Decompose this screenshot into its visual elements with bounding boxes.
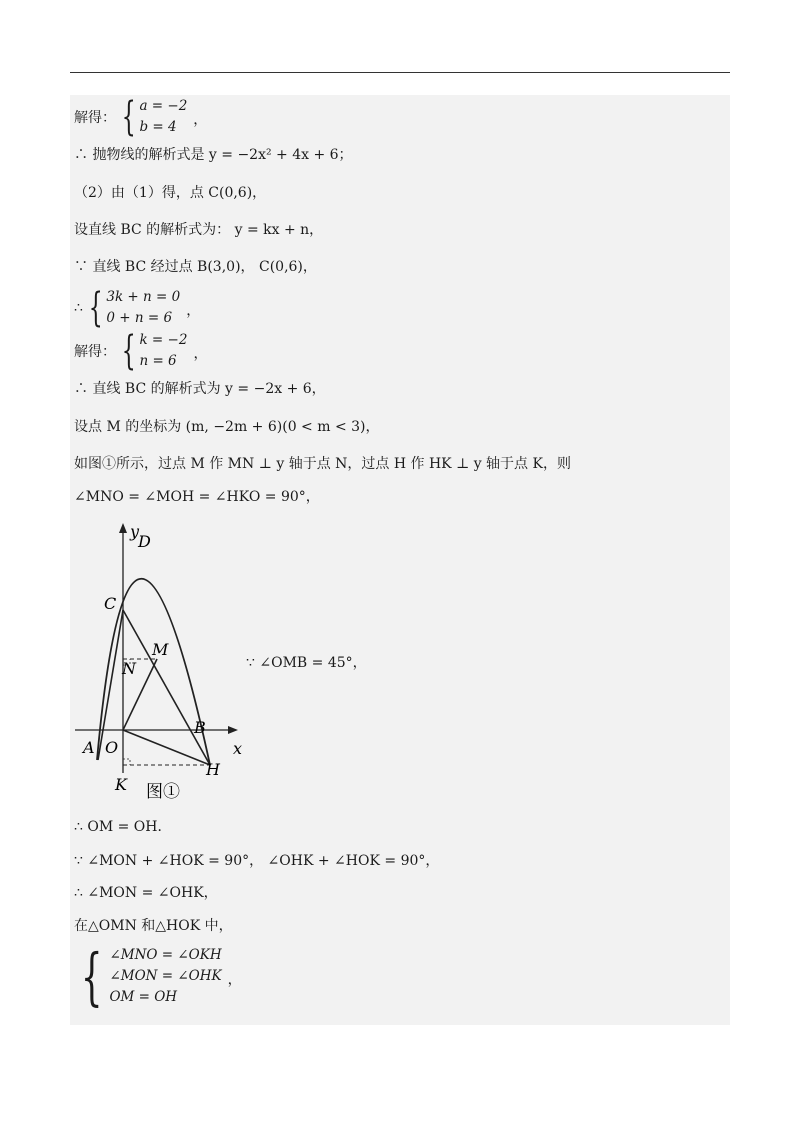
- system-row: a = −2: [139, 98, 188, 114]
- system-tail: ，: [186, 303, 201, 319]
- figure-caption: 图①: [146, 782, 180, 802]
- right-angle-mark-k: [123, 759, 130, 765]
- om-equals-oh-line: ∴ OM = OH．: [74, 819, 172, 835]
- system-row: n = 6: [139, 353, 177, 369]
- system-row: b = 4: [139, 119, 177, 135]
- brace-icon: {: [121, 94, 136, 140]
- label-m: M: [152, 640, 169, 659]
- system-row: k = −2: [139, 332, 188, 348]
- label-k: K: [115, 775, 127, 794]
- y-axis-arrow-icon: [119, 523, 127, 533]
- label-y: y: [130, 522, 140, 541]
- label-x: x: [233, 739, 243, 758]
- header-rule: [70, 72, 730, 73]
- label-o: O: [105, 738, 119, 757]
- label-n: N: [122, 659, 136, 678]
- geometry-figure: [70, 515, 270, 805]
- system-kn: [74, 287, 200, 329]
- line-bc-points: ∵ 直线 BC 经过点 B(3,0)， C(0,6)，: [74, 259, 317, 275]
- angle-omb-line: ∵ ∠OMB = 45°，: [246, 655, 367, 671]
- system-row: 3k + n = 0: [106, 289, 181, 305]
- triangles-line: 在△OMN 和△HOK 中，: [74, 918, 233, 934]
- system-tail: ，: [193, 346, 208, 362]
- system-tail: ，: [193, 112, 208, 128]
- brace-icon: {: [88, 285, 103, 331]
- brace-icon: {: [121, 328, 136, 374]
- solved-label: 解得：: [74, 344, 116, 360]
- solution-system-kn: [74, 330, 207, 372]
- label-b: B: [194, 718, 206, 737]
- system-row: 0 + n = 6: [106, 310, 173, 326]
- angle-sums-line: ∵ ∠MON + ∠HOK = 90°， ∠OHK + ∠HOK = 90°，: [74, 853, 440, 869]
- label-c: C: [104, 594, 117, 613]
- x-axis-arrow-icon: [228, 726, 238, 734]
- point-m-coords: 设点 M 的坐标为 (m, −2m + 6)(0 < m < 3)，: [74, 419, 380, 435]
- therefore-symbol: ∴: [74, 300, 83, 316]
- line-bc-setup: 设直线 BC 的解析式为： y = kx + n，: [74, 222, 324, 238]
- right-angles-line: ∠MNO = ∠MOH = ∠HKO = 90°，: [74, 489, 320, 505]
- point-c-line: （2）由（1）得，点 C(0,6)，: [74, 185, 267, 201]
- brace-icon: {: [80, 939, 103, 1013]
- system-row: OM = OH: [109, 989, 178, 1005]
- parabola-expression: ∴ 抛物线的解析式是 y = −2x² + 4x + 6；: [74, 147, 353, 163]
- line-bc-result: ∴ 直线 BC 的解析式为 y = −2x + 6，: [74, 381, 326, 397]
- angle-equal-line: ∴ ∠MON = ∠OHK，: [74, 885, 218, 901]
- construction-line: 如图①所示，过点 M 作 MN ⊥ y 轴于点 N，过点 H 作 HK ⊥ y 轴于点 K，则: [74, 456, 571, 472]
- system-row: ∠MON = ∠OHK: [109, 968, 222, 984]
- congruence-system: [72, 939, 242, 1013]
- solved-label: 解得：: [74, 110, 116, 126]
- system-row: ∠MNO = ∠OKH: [109, 947, 222, 963]
- label-h: H: [206, 760, 220, 779]
- label-a: A: [83, 738, 95, 757]
- solution-system-ab: [74, 96, 207, 138]
- label-d: D: [138, 532, 151, 551]
- line-cb: [123, 610, 210, 765]
- system-tail: ，: [227, 971, 242, 988]
